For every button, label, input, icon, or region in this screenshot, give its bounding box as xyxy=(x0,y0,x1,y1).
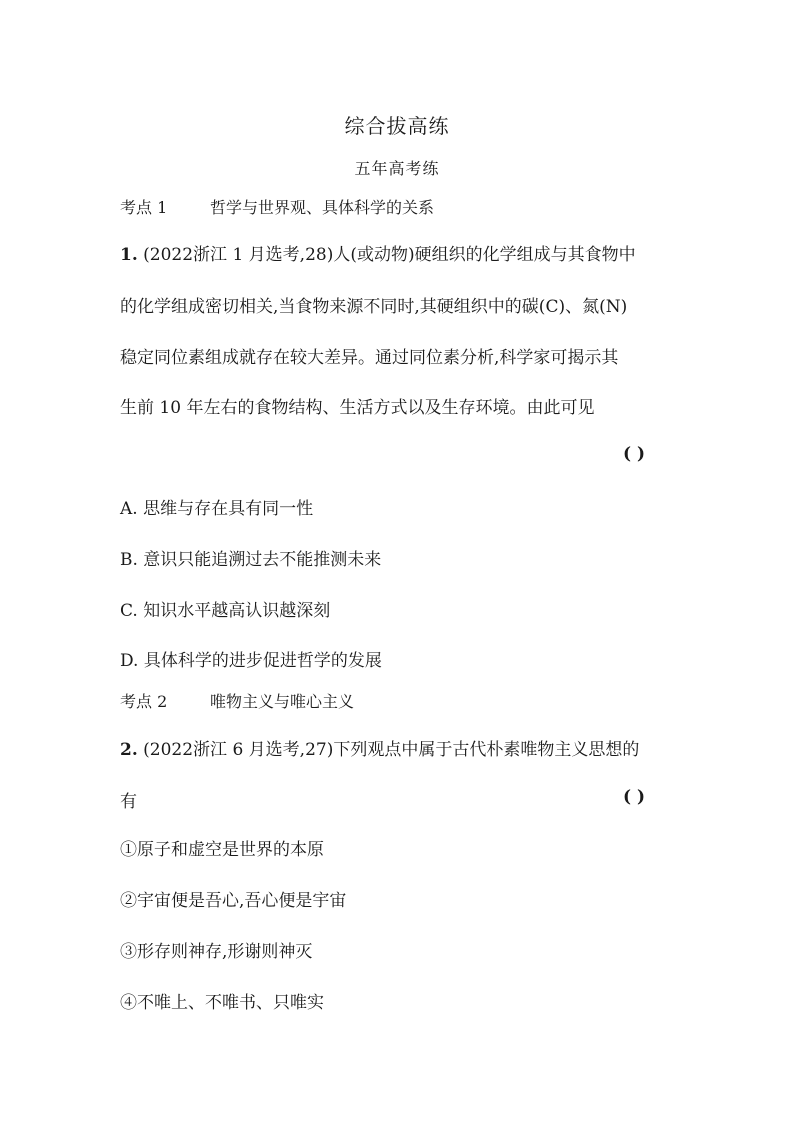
question-1-line-3: 稳定同位素组成就存在较大差异。通过同位素分析,科学家可揭示其 xyxy=(120,348,619,368)
section-name: 唯物主义与唯心主义 xyxy=(210,692,355,711)
option-1: ①原子和虚空是世界的本原 xyxy=(120,840,324,860)
section-heading-1 xyxy=(120,195,434,218)
question-number: 2. xyxy=(120,740,138,760)
question-1-line-2: 的化学组成密切相关,当食物来源不同时,其硬组织中的碳(C)、氮(N) xyxy=(120,297,628,317)
section-code: 考点 1 xyxy=(120,198,168,217)
question-2-line-1 xyxy=(120,735,639,760)
option-4: ④不唯上、不唯书、只唯实 xyxy=(120,993,324,1013)
section-heading-2 xyxy=(120,689,354,712)
question-text: (2022浙江 6 月选考,27)下列观点中属于古代朴素唯物主义思想的 xyxy=(143,740,640,760)
question-1-line-4: 生前 10 年左右的食物结构、生活方式以及生存环境。由此可见 xyxy=(120,398,595,418)
page-title: 综合拔高练 xyxy=(344,114,450,138)
option-2: ②宇宙便是吾心,吾心便是宇宙 xyxy=(120,891,347,911)
section-name: 哲学与世界观、具体科学的关系 xyxy=(210,198,435,217)
section-code: 考点 2 xyxy=(120,692,168,711)
page-subtitle: 五年高考练 xyxy=(354,159,440,178)
question-number: 1. xyxy=(120,245,138,265)
option-c: C. 知识水平越高认识越深刻 xyxy=(120,601,331,621)
question-text: (2022浙江 1 月选考,28)人(或动物)硬组织的化学组成与其食物中 xyxy=(143,245,636,265)
option-3: ③形存则神存,形谢则神灭 xyxy=(120,942,313,962)
answer-blank-2: ( ) xyxy=(623,787,646,807)
option-a: A. 思维与存在具有同一性 xyxy=(120,499,314,519)
answer-blank-1: ( ) xyxy=(623,444,646,464)
option-b: B. 意识只能追溯过去不能推测未来 xyxy=(120,550,382,570)
question-2-line-2: 有 xyxy=(120,792,137,812)
option-d: D. 具体科学的进步促进哲学的发展 xyxy=(120,651,382,671)
question-1-line-1 xyxy=(120,240,636,265)
